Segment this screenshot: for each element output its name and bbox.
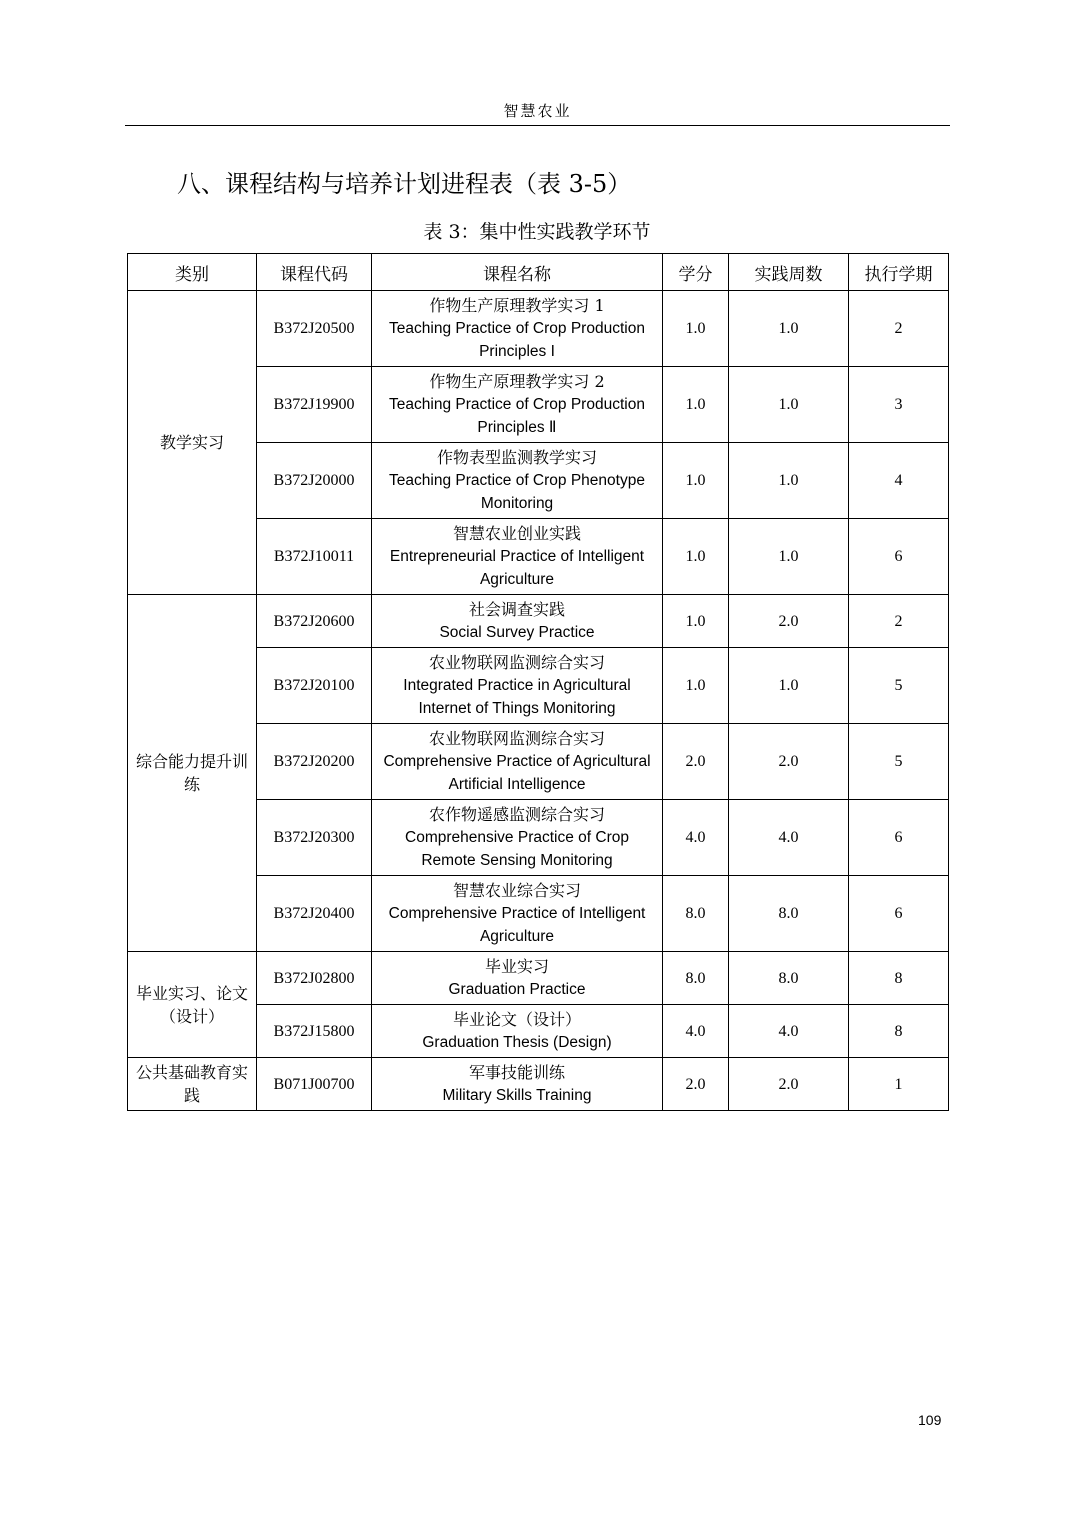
course-code: B372J20400 <box>257 876 372 952</box>
header-rule <box>125 125 950 126</box>
practice-weeks: 1.0 <box>729 519 849 595</box>
credits: 2.0 <box>663 1058 729 1111</box>
course-name-en: Teaching Practice of Crop Phenotype Monitoring <box>389 472 645 512</box>
course-name-en: Graduation Practice <box>448 981 586 998</box>
course-name <box>372 724 663 800</box>
credits: 8.0 <box>663 952 729 1005</box>
course-name <box>372 291 663 367</box>
credits: 8.0 <box>663 876 729 952</box>
practice-weeks: 8.0 <box>729 876 849 952</box>
practice-schedule-table <box>127 253 949 1111</box>
credits: 2.0 <box>663 724 729 800</box>
course-name-zh: 作物表型监测教学实习 <box>436 448 597 467</box>
semester: 6 <box>849 519 949 595</box>
practice-weeks: 2.0 <box>729 595 849 648</box>
table-caption: 表 3：集中性实践教学环节 <box>423 221 651 243</box>
course-name-zh: 智慧农业创业实践 <box>452 524 581 543</box>
practice-weeks: 1.0 <box>729 443 849 519</box>
course-name <box>372 367 663 443</box>
course-code: B372J15800 <box>257 1005 372 1058</box>
column-header-code: 课程代码 <box>257 254 372 291</box>
course-name-en: Integrated Practice in Agricultural Internet of Things Monitoring <box>403 677 631 717</box>
course-name <box>372 876 663 952</box>
course-name <box>372 648 663 724</box>
table-row <box>128 1058 949 1111</box>
practice-weeks: 2.0 <box>729 1058 849 1111</box>
course-code: B372J20500 <box>257 291 372 367</box>
table-row <box>128 595 949 648</box>
credits: 1.0 <box>663 443 729 519</box>
category-cell: 教学实习 <box>128 291 257 595</box>
course-code: B372J02800 <box>257 952 372 1005</box>
course-name-en: Teaching Practice of Crop Production Principles Ⅱ <box>389 396 645 436</box>
course-name-en: Comprehensive Practice of Intelligent Agriculture <box>388 905 646 945</box>
credits: 4.0 <box>663 1005 729 1058</box>
semester: 1 <box>849 1058 949 1111</box>
course-name-zh: 智慧农业综合实习 <box>452 881 581 900</box>
category-cell: 综合能力提升训练 <box>128 595 257 952</box>
section-title: 八、课程结构与培养计划进程表（表 3-5） <box>177 170 632 198</box>
course-name-zh: 社会调查实践 <box>468 600 565 619</box>
course-name-en: Graduation Thesis (Design) <box>422 1034 612 1051</box>
course-name-en: Comprehensive Practice of Crop Remote Sensing Monitoring <box>405 829 629 869</box>
course-name-en: Social Survey Practice <box>439 624 595 641</box>
running-header: 智慧农业 <box>503 102 572 120</box>
table-row <box>128 952 949 1005</box>
course-code: B372J20300 <box>257 800 372 876</box>
semester: 6 <box>849 800 949 876</box>
practice-weeks: 2.0 <box>729 724 849 800</box>
semester: 5 <box>849 724 949 800</box>
semester: 5 <box>849 648 949 724</box>
column-header-weeks: 实践周数 <box>729 254 849 291</box>
column-header-category: 类别 <box>128 254 257 291</box>
course-name-zh: 毕业论文（设计） <box>452 1010 581 1029</box>
course-name-zh: 毕业实习 <box>484 957 549 976</box>
column-header-semester: 执行学期 <box>849 254 949 291</box>
course-name-en: Entrepreneurial Practice of Intelligent Agriculture <box>389 548 645 588</box>
course-code: B372J20600 <box>257 595 372 648</box>
credits: 1.0 <box>663 291 729 367</box>
course-name <box>372 595 663 648</box>
practice-weeks: 1.0 <box>729 648 849 724</box>
course-name-en: Comprehensive Practice of Agricultural Artificial Intelligence <box>383 753 651 793</box>
semester: 3 <box>849 367 949 443</box>
course-code: B372J20200 <box>257 724 372 800</box>
course-name-zh: 作物生产原理教学实习 2 <box>429 372 605 391</box>
course-code: B372J20000 <box>257 443 372 519</box>
semester: 2 <box>849 291 949 367</box>
credits: 1.0 <box>663 519 729 595</box>
page-number: 109 <box>918 1412 942 1428</box>
table-header-row <box>128 254 949 291</box>
course-name-zh: 农业物联网监测综合实习 <box>428 729 605 748</box>
practice-weeks: 4.0 <box>729 800 849 876</box>
practice-weeks: 1.0 <box>729 291 849 367</box>
course-name-en: Teaching Practice of Crop Production Principles I <box>389 320 645 360</box>
credits: 4.0 <box>663 800 729 876</box>
course-code: B071J00700 <box>257 1058 372 1111</box>
course-code: B372J19900 <box>257 367 372 443</box>
course-code: B372J10011 <box>257 519 372 595</box>
course-name-zh: 农作物遥感监测综合实习 <box>428 805 605 824</box>
column-header-credits: 学分 <box>663 254 729 291</box>
course-name-zh: 农业物联网监测综合实习 <box>428 653 605 672</box>
semester: 4 <box>849 443 949 519</box>
practice-weeks: 1.0 <box>729 367 849 443</box>
semester: 6 <box>849 876 949 952</box>
semester: 2 <box>849 595 949 648</box>
semester: 8 <box>849 952 949 1005</box>
table-row <box>128 291 949 367</box>
course-name <box>372 800 663 876</box>
category-cell: 毕业实习、论文（设计） <box>128 952 257 1058</box>
course-name-en: Military Skills Training <box>442 1087 592 1104</box>
credits: 1.0 <box>663 367 729 443</box>
course-name <box>372 1005 663 1058</box>
course-name-zh: 作物生产原理教学实习 1 <box>429 296 605 315</box>
course-name-zh: 军事技能训练 <box>468 1063 565 1082</box>
column-header-name: 课程名称 <box>372 254 663 291</box>
course-name <box>372 1058 663 1111</box>
category-cell: 公共基础教育实践 <box>128 1058 257 1111</box>
practice-weeks: 4.0 <box>729 1005 849 1058</box>
course-code: B372J20100 <box>257 648 372 724</box>
course-name <box>372 443 663 519</box>
credits: 1.0 <box>663 648 729 724</box>
course-name <box>372 519 663 595</box>
credits: 1.0 <box>663 595 729 648</box>
practice-weeks: 8.0 <box>729 952 849 1005</box>
course-name <box>372 952 663 1005</box>
semester: 8 <box>849 1005 949 1058</box>
